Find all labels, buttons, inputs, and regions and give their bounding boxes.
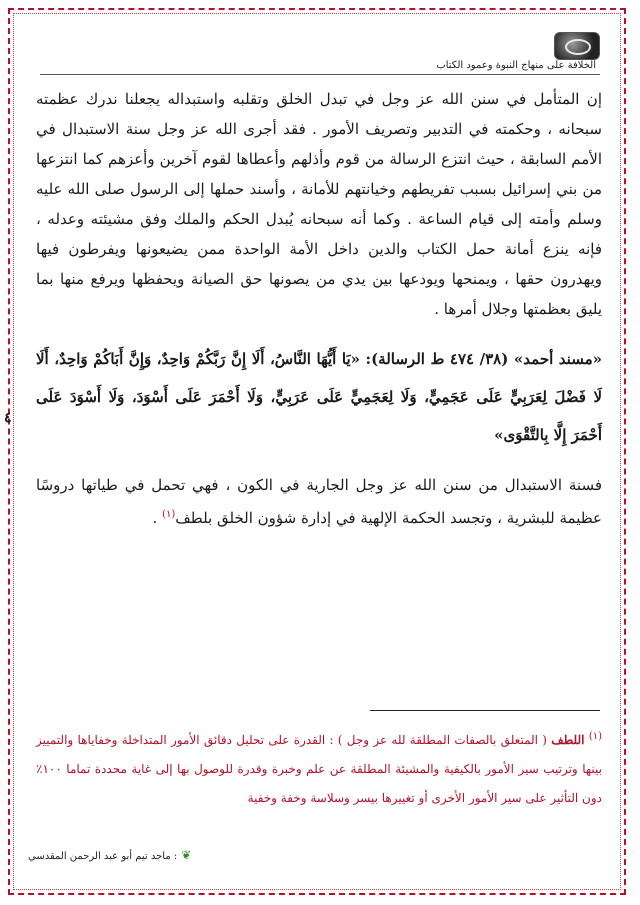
book-emblem-icon [554,32,600,60]
paragraph-2: فسنة الاستبدال من سنن الله عز وجل الجارية في الكون ، فهي تحمل في طياتها دروسًا عظيمة للبشرية ، وتجسد الحكمة الإلهية في إدارة شؤون الخلق بلطف$^{(١)}$ . [36,476,602,527]
page-header [40,32,600,72]
side-mark: ٤ [4,410,12,426]
author-name: : ماجد تيم أبو عبد الرحمن المقدسي [28,851,178,862]
footnote-reference[interactable]: (١) [162,509,176,520]
footnote-text: ( المتعلق بالصفات المطلقة لله عز وجل ) : القدرة على تحليل دقائق الأمور المتداخلة وخفاياها والتمييز بينها وترتيب سير الأمور بالكيفية والمشيئة المطلقة عن علم وخبرة وقدرة للوصول بها إلى غاية محددة تماما ١٠٠٪ دون التأثير على سير الأمور الأخرى أو تغييرها بيسر وسلاسة وخفة وخفية [36,733,602,805]
footnote-term: اللطف [551,733,585,747]
footnote-marker: (١) [588,731,602,742]
footnote-divider [370,710,600,711]
footnote [36,722,602,813]
paragraph-1: إن المتأمل في سنن الله عز وجل في تبدل الخلق وتقلبه واستبداله يجعلنا ندرك عظمته سبحانه ، وحكمته في التدبير وتصريف الأمور . فقد أجرى الله عز وجل سنة الاستبدال في الأمم السابقة ، حيث انتزع الرسالة من قوم وأذلهم وأعطاها لقوم آخرين وأعزهم كما انتزعها من بني إسرائيل بسبب تفريطهم وخيانتهم للأمانة ، وأسند حملها إلى الرسول صلى الله عليه وسلم وأمته إلى قيام الساعة . وكما أنه سبحانه يُبدل الحكم والملك وفق مشيئته وعدله ، فإنه ينزع أمانة حمل الكتاب والدين داخل الأمة الواحدة ممن يضيعونها ويفرطون فيها ويهدرون حقها ، ويمنحها ويودعها بين يدي من يصونها حق الصيانة ويحفظها ويرفع منها بما يليق بعظمتها وجلال أمرها . [36,90,602,318]
paragraph-2-text: فسنة الاستبدال من سنن الله عز وجل الجارية في الكون ، فهي تحمل في طياتها دروسًا عظيمة للبشرية ، وتجسد الحكمة الإلهية في إدارة شؤون الخلق بلطف [36,476,602,527]
header-divider [40,74,600,75]
main-text [36,84,602,533]
leaf-icon: ❦ [181,848,192,862]
header-title: الخلافة على منهاج النبوة وعمود الكتاب [436,60,596,71]
hadith-quote: «مسند أحمد» (٣٨/ ٤٧٤ ط الرسالة): «يَا أَيُّهَا النَّاسُ، أَلَا إِنَّ رَبَّكُمْ وَاحِدٌ، وَإِنَّ أَبَاكُمْ وَاحِدٌ، أَلَا لَا فَضْلَ لِعَرَبِيٍّ عَلَى عَجَمِيٍّ، وَلَا لِعَجَمِيٍّ عَلَى عَرَبِيٍّ، وَلَا أَحْمَرَ عَلَى أَسْوَدَ، وَلَا أَسْوَدَ عَلَى أَحْمَرَ إِلَّا بِالتَّقْوَى» [36,350,602,444]
author-signature [28,848,191,862]
